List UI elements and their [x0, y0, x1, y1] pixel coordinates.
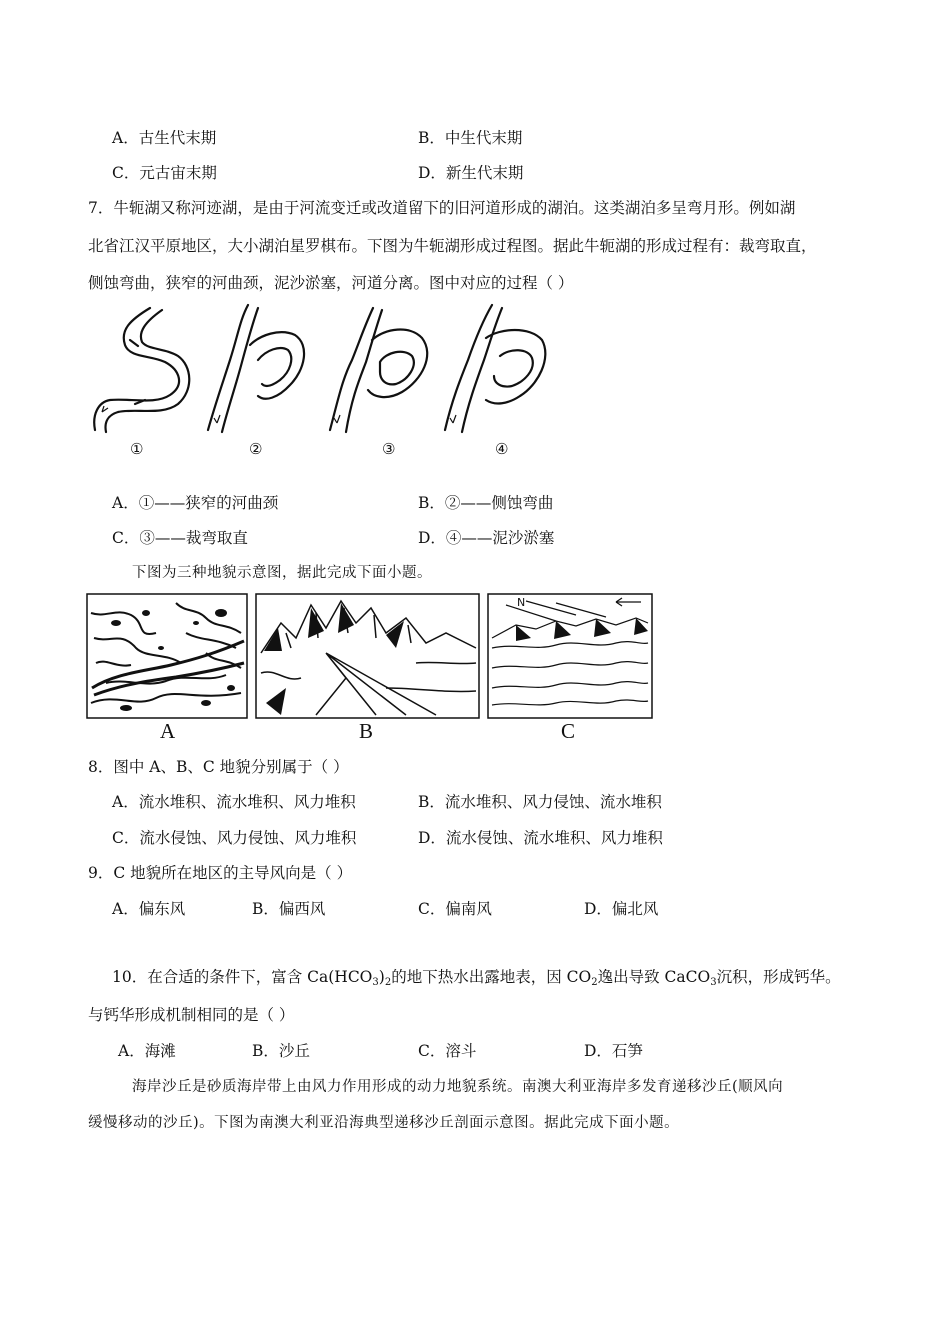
intro-next-line2: 缓慢移动的沙丘)。下图为南澳大利亚沿海典型递移沙丘剖面示意图。据此完成下面小题。 — [88, 1115, 680, 1131]
oxbow-stage-1 — [94, 308, 189, 432]
oxbow-stage-2 — [208, 305, 304, 432]
oxbow-stage-4 — [445, 305, 545, 432]
q6-option-b: B．中生代末期 — [418, 129, 523, 147]
oxbow-label-1: ① — [130, 440, 144, 458]
north-arrow-label: N — [517, 596, 526, 609]
q10-stem-line2: 与钙华形成机制相同的是（ ） — [88, 1006, 295, 1024]
q8-stem: 8．图中 A、B、C 地貌分别属于（ ） — [88, 758, 349, 776]
q6-option-a: A．古生代末期 — [112, 129, 217, 147]
q9-option-b: B．偏西风 — [252, 900, 326, 918]
landform-label-a: A — [160, 719, 176, 743]
q7-option-b: B．②——侧蚀弯曲 — [418, 494, 554, 512]
q10-option-b: B．沙丘 — [252, 1042, 310, 1060]
landform-figure — [86, 593, 654, 721]
oxbow-label-3: ③ — [382, 440, 396, 458]
q7-stem-line1: 7．牛轭湖又称河迹湖，是由于河流变迁或改道留下的旧河道形成的湖泊。这类湖泊多呈弯月形。例如湖 — [88, 199, 796, 217]
landform-label-c: C — [561, 719, 576, 743]
q9-option-d: D．偏北风 — [584, 900, 659, 918]
q6-option-d: D．新生代末期 — [418, 164, 524, 182]
q8-option-d: D．流水侵蚀、流水堆积、风力堆积 — [418, 829, 663, 847]
q8-option-a: A．流水堆积、流水堆积、风力堆积 — [112, 793, 356, 811]
q10-option-c: C．溶斗 — [418, 1042, 477, 1060]
oxbow-label-2: ② — [249, 440, 263, 458]
q7-option-a: A．①——狭窄的河曲颈 — [112, 494, 279, 512]
intro-next-line1: 海岸沙丘是砂质海岸带上由风力作用形成的动力地貌系统。南澳大利亚海岸多发育递移沙丘(顺风向 — [132, 1079, 784, 1095]
q9-option-c: C．偏南风 — [418, 900, 492, 918]
oxbow-label-4: ④ — [495, 440, 509, 458]
q9-stem: 9．C 地貌所在地区的主导风向是（ ） — [88, 864, 353, 882]
oxbow-stage-3 — [330, 308, 427, 432]
q7-option-c: C．③——裁弯取直 — [112, 529, 248, 547]
landform-panel-b — [256, 594, 479, 718]
landform-panel-a — [87, 594, 247, 718]
landform-panel-c — [488, 594, 652, 718]
q10-option-a: A．海滩 — [118, 1042, 176, 1060]
q8-option-b: B．流水堆积、风力侵蚀、流水堆积 — [418, 793, 662, 811]
q7-stem-line2: 北省江汉平原地区，大小湖泊星罗棋布。下图为牛轭湖形成过程图。据此牛轭湖的形成过程有：裁弯取直， — [88, 237, 817, 255]
q8-option-c: C．流水侵蚀、风力侵蚀、风力堆积 — [112, 829, 357, 847]
oxbow-lake-figure — [90, 300, 560, 475]
landform-label-b: B — [359, 719, 374, 743]
q9-option-a: A．偏东风 — [112, 900, 186, 918]
intro-q8-q9: 下图为三种地貌示意图，据此完成下面小题。 — [132, 565, 432, 581]
q10-option-d: D．石笋 — [584, 1042, 643, 1060]
q7-stem-line3: 侧蚀弯曲，狭窄的河曲颈，泥沙淤塞，河道分离。图中对应的过程（ ） — [88, 274, 574, 292]
q6-option-c: C．元古宙末期 — [112, 164, 217, 182]
q10-stem-line1: 10．在合适的条件下，富含 $Ca(HCO_3)_2$的地下热水出露地表，因 $CO_2$逸出导致 CaCO$_3$沉积，形成钙华。 — [112, 968, 841, 988]
q7-option-d: D．④——泥沙淤塞 — [418, 529, 555, 547]
